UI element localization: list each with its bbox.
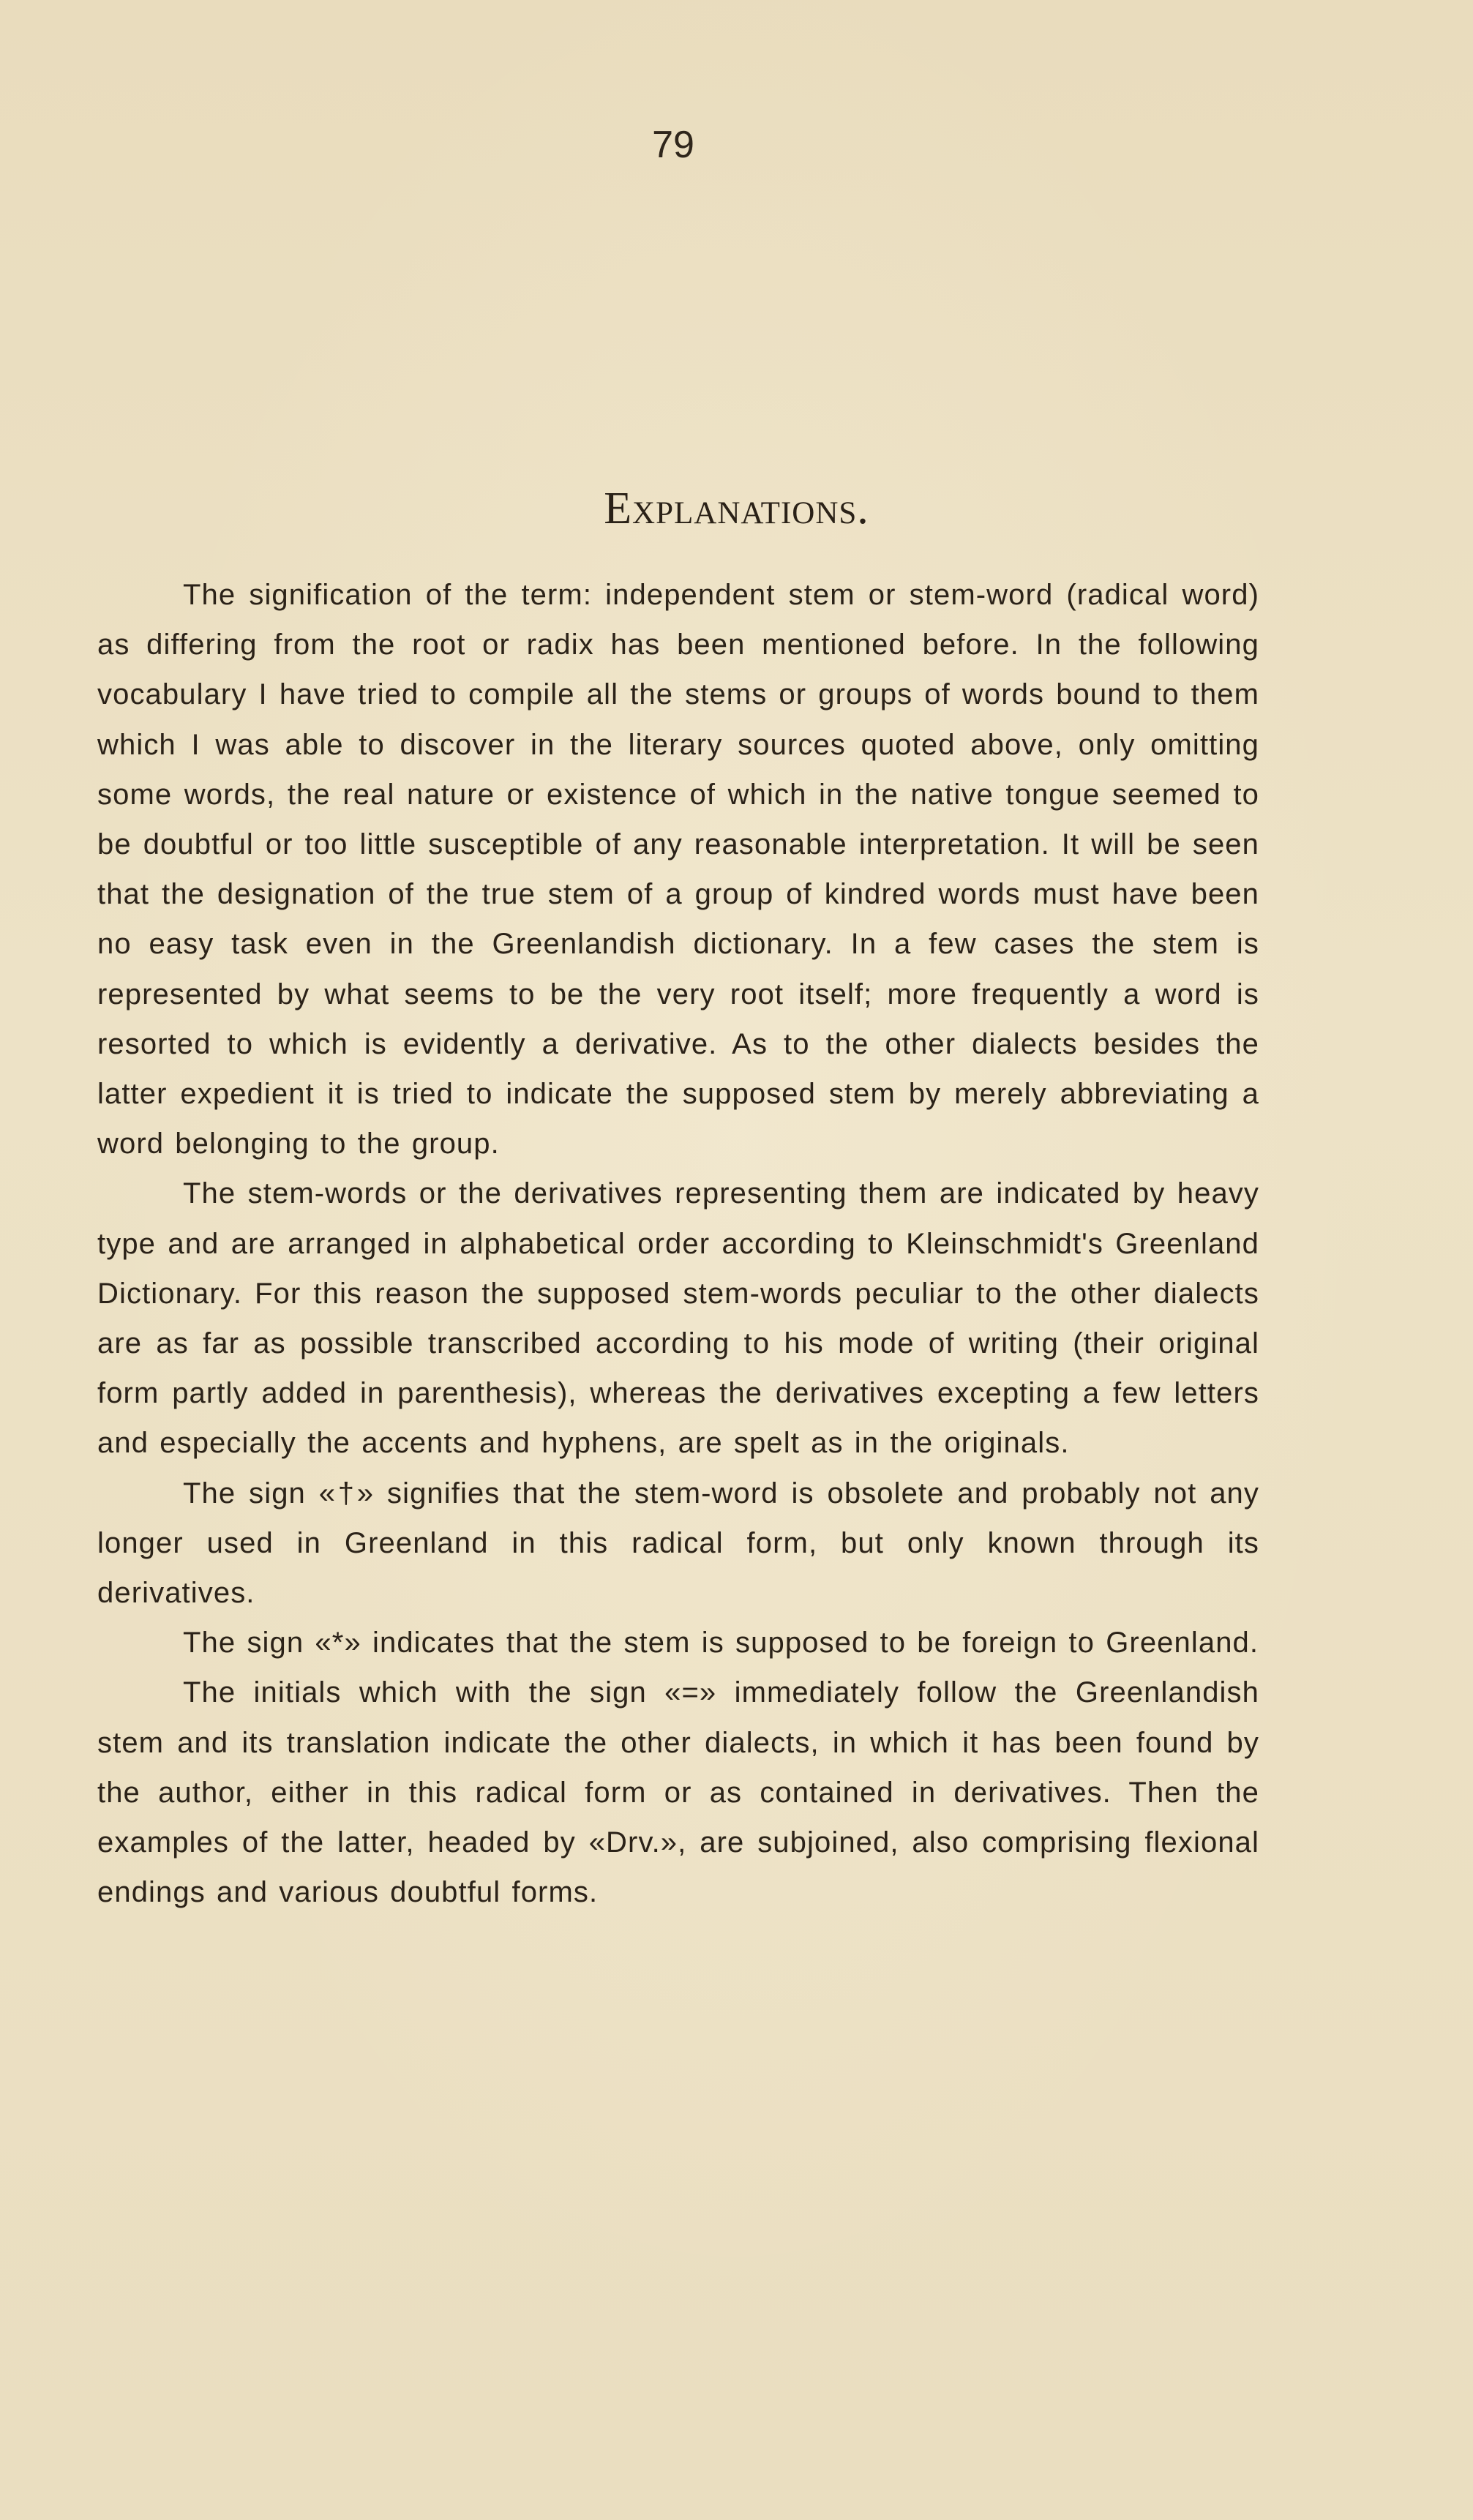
paragraph-foreign-sign: The sign «*» indicates that the stem is supposed to be foreign to Greenland. <box>183 1627 1259 1660</box>
body-text <box>97 570 1259 1917</box>
section-heading: Explanations. <box>604 484 869 533</box>
paragraph-obsolete-sign: The sign «†» signifies that the stem-word is obsolete and probably not any longer used in Greenland in this radical form, but only known through its derivatives. <box>97 1477 1259 1610</box>
paragraph-stem-definition: The signification of the term: independent stem or stem-word (radical word) as differing from the root or radix has been mentioned before. In the following vocabulary I have tried to compile all the stems or groups of words bound to them which I was able to discover in the literary sources quoted above, only omitting some words, the real nature or existence of which in the native tongue seemed to be doubtful or too little susceptible of any reasonable interpretation. It will be seen that the designation of the true stem of a group of kindred words must have been no easy task even in the Greenlandish dictionary. In a few cases the stem is represented by what seems to be the very root itself; more frequently a word is resorted to which is evidently a derivative. As to the other dialects besides the latter expedient it is tried to indicate the supposed stem by merely abbreviating a word belonging to the group. <box>97 579 1259 1160</box>
paragraph-initials: The initials which with the sign «=» immediately follow the Greenlandish stem and its translation indicate the other dialects, in which it has been found by the author, either in this radical form or as contained in derivatives. Then the examples of the latter, headed by «Drv.», are subjoined, also comprising flexional endings and various doubtful forms. <box>97 1676 1259 1909</box>
paragraph-arrangement: The stem-words or the derivatives representing them are indicated by heavy type and are arranged in alphabetical order according to Kleinschmidt's Greenland Dictionary. For this reason the supposed stem-words peculiar to the other dialects are as far as possible transcribed according to his mode of writing (their original form partly added in parenthesis), whereas the derivatives excepting a few letters and especially the accents and hyphens, are spelt as in the originals. <box>97 1177 1259 1460</box>
page-number: 79 <box>652 124 694 166</box>
